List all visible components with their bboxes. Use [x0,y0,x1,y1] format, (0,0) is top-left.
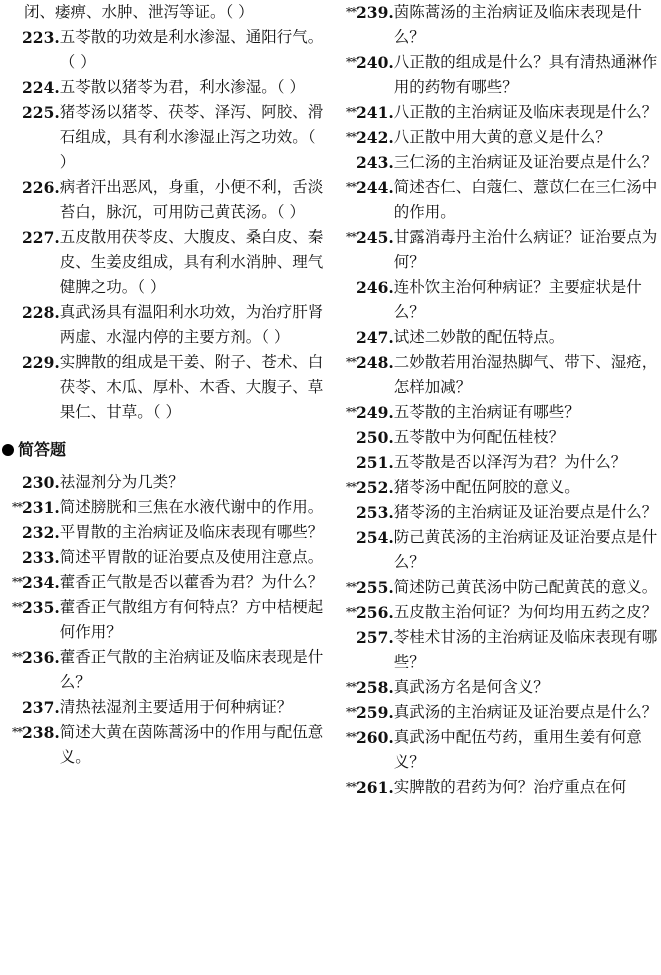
question-item [334,675,661,700]
question-number: 247. [356,328,394,347]
question-text: 五苓散以猪苓为君，利水渗湿。（ ） [59,78,305,96]
question-number: 226. [22,178,60,197]
question-text: 简述平胃散的证治要点及使用注意点。 [59,548,324,566]
question-text: 病者汗出恶风，身重，小便不利，舌淡苔白，脉沉，可用防己黄芪汤。（ ） [59,178,324,221]
question-number: 251. [356,453,394,472]
question-number: 223. [22,28,60,47]
question-number: 254. [356,528,394,547]
question-item [334,100,661,125]
question-text: 苓桂术甘汤的主治病证及临床表现有哪些？ [393,628,658,671]
question-number: 255. [356,578,394,597]
key-point-mark: ** [12,500,22,514]
question-text: 简述大黄在茵陈蒿汤中的作用与配伍意义。 [59,723,324,766]
question-number: 236. [22,648,60,667]
question-text: 平胃散的主治病证及临床表现有哪些？ [59,523,324,541]
question-text: 真武汤方名是何含义？ [393,678,549,696]
key-point-mark: ** [346,5,356,19]
key-point-mark: ** [12,725,22,739]
question-item [334,475,661,500]
question-text: 八正散的主治病证及临床表现是什么？ [393,103,658,121]
question-text: 简述膀胱和三焦在水液代谢中的作用。 [59,498,324,516]
question-item [0,695,328,720]
question-text: 祛湿剂分为几类？ [59,473,184,491]
question-item [334,0,661,50]
question-item [0,520,328,545]
question-text: 五苓散的功效是利水渗湿、通阳行气。（ ） [59,28,324,71]
question-item [334,725,661,775]
question-item [334,150,661,175]
key-point-mark: ** [346,480,356,494]
question-item [334,775,661,800]
question-number: 229. [22,353,60,372]
question-item [0,350,328,425]
question-item [334,350,661,400]
question-text: 真武汤中配伍芍药，重用生姜有何意义？ [393,728,642,771]
question-item [0,645,328,695]
question-number: 227. [22,228,60,247]
question-text: 真武汤的主治病证及证治要点是什么？ [393,703,658,721]
question-item [0,495,328,520]
question-number: 253. [356,503,394,522]
question-text: 八正散的组成是什么？具有清热通淋作用的药物有哪些？ [393,53,658,96]
question-item [334,175,661,225]
key-point-mark: ** [346,705,356,719]
question-number: 261. [356,778,394,797]
question-text: 五苓散的主治病证有哪些？ [393,403,580,421]
question-item [0,100,328,175]
question-number: 260. [356,728,394,747]
question-number: 228. [22,303,60,322]
key-point-mark: ** [346,105,356,119]
question-text: 藿香正气散的主治病证及临床表现是什么？ [59,648,324,691]
question-text: 藿香正气散是否以藿香为君？为什么？ [59,573,324,591]
question-text: 八正散中用大黄的意义是什么？ [393,128,611,146]
question-number: 224. [22,78,60,97]
question-text: 试述二妙散的配伍特点。 [393,328,565,346]
question-text: 猪苓汤以猪苓、茯苓、泽泻、阿胶、滑石组成，具有利水渗湿止泻之功效。（ ） [59,103,324,171]
question-number: 256. [356,603,394,622]
key-point-mark: ** [12,600,22,614]
key-point-mark: ** [346,130,356,144]
question-item [334,600,661,625]
question-number: 259. [356,703,394,722]
question-text: 五苓散中为何配伍桂枝？ [393,428,565,446]
question-text: 茵陈蒿汤的主治病证及临床表现是什么？ [393,3,642,46]
question-item [334,425,661,450]
question-text: 简述杏仁、白蔻仁、薏苡仁在三仁汤中的作用。 [393,178,658,221]
question-number: 233. [22,548,60,567]
question-text: 藿香正气散组方有何特点？方中桔梗起何作用？ [59,598,324,641]
key-point-mark: ** [12,650,22,664]
question-number: 252. [356,478,394,497]
question-text: 清热祛湿剂主要适用于何种病证？ [59,698,293,716]
question-item [0,300,328,350]
question-number: 230. [22,473,60,492]
right-column [334,0,661,800]
question-number: 258. [356,678,394,697]
question-item [0,595,328,645]
question-number: 238. [22,723,60,742]
question-item [334,225,661,275]
question-text: 防己黄芪汤的主治病证及证治要点是什么？ [393,528,658,571]
question-number: 240. [356,53,394,72]
question-number: 244. [356,178,394,197]
question-text: 五皮散用茯苓皮、大腹皮、桑白皮、秦皮、生姜皮组成，具有利水消肿、理气健脾之功。（ ） [59,228,324,296]
question-text: 甘露消毒丹主治什么病证？证治要点为何？ [393,228,658,271]
question-text: 实脾散的君药为何？治疗重点在何 [393,778,627,796]
question-item [0,720,328,770]
question-number: 245. [356,228,394,247]
question-number: 235. [22,598,60,617]
key-point-mark: ** [346,605,356,619]
question-item [334,500,661,525]
question-item [0,570,328,595]
section-title: 简答题 [18,440,67,459]
question-item [334,50,661,100]
question-number: 232. [22,523,60,542]
bullet-dot-icon [2,444,14,456]
question-number: 231. [22,498,60,517]
question-text: 五皮散主治何证？为何均用五药之皮？ [393,603,658,621]
question-item [334,275,661,325]
key-point-mark: ** [346,580,356,594]
question-text: 三仁汤的主治病证及证治要点是什么？ [393,153,658,171]
question-number: 225. [22,103,60,122]
question-item [334,525,661,575]
question-text: 五苓散是否以泽泻为君？为什么？ [393,453,627,471]
question-number: 246. [356,278,394,297]
question-number: 242. [356,128,394,147]
question-item [0,470,328,495]
question-number: 257. [356,628,394,647]
question-item [0,25,328,75]
section-heading [2,437,328,462]
question-text: 真武汤具有温阳利水功效，为治疗肝肾两虚、水湿内停的主要方剂。（ ） [59,303,324,346]
question-text: 猪苓汤的主治病证及证治要点是什么？ [393,503,658,521]
question-item [334,625,661,675]
question-item [334,325,661,350]
question-item [0,545,328,570]
question-item [334,700,661,725]
question-number: 237. [22,698,60,717]
question-number: 243. [356,153,394,172]
key-point-mark: ** [346,730,356,744]
question-item [0,75,328,100]
left-column [0,0,328,770]
key-point-mark: ** [346,680,356,694]
question-number: 234. [22,573,60,592]
question-item [334,400,661,425]
question-item [0,225,328,300]
continued-text: 闭、痿痹、水肿、泄泻等证。（ ） [24,3,254,21]
key-point-mark: ** [12,575,22,589]
question-number: 239. [356,3,394,22]
question-item [334,575,661,600]
question-number: 250. [356,428,394,447]
question-text: 猪苓汤中配伍阿胶的意义。 [393,478,580,496]
question-text: 简述防己黄芪汤中防己配黄芪的意义。 [393,578,658,596]
question-text: 二妙散若用治湿热脚气、带下、湿疮，怎样加减？ [393,353,658,396]
key-point-mark: ** [346,180,356,194]
key-point-mark: ** [346,780,356,794]
question-number: 248. [356,353,394,372]
question-item [334,450,661,475]
question-text: 实脾散的组成是干姜、附子、苍术、白茯苓、木瓜、厚朴、木香、大腹子、草果仁、甘草。（ ） [59,353,324,421]
key-point-mark: ** [346,55,356,69]
key-point-mark: ** [346,405,356,419]
question-item [334,125,661,150]
key-point-mark: ** [346,230,356,244]
question-number: 249. [356,403,394,422]
question-item [0,175,328,225]
key-point-mark: ** [346,355,356,369]
question-text: 连朴饮主治何种病证？主要症状是什么？ [393,278,642,321]
question-number: 241. [356,103,394,122]
